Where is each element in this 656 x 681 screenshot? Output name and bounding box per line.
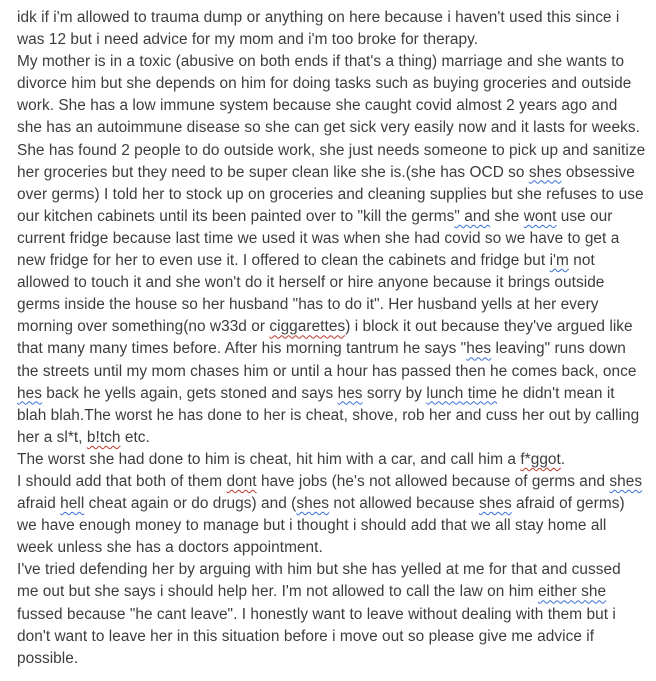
post-text: he didn't mean it blah blah.The worst he has done to her is cheat, shove, rob her and cuss her out by calling her a sl*t,: [17, 384, 640, 446]
post-text: idk if i'm allowed to trauma dump or anything on here because i haven't used this since i was 12 but i need advice for my mom and i'm too broke for therapy.: [17, 9, 620, 49]
post-text: afraid: [17, 495, 61, 513]
grammar-suggestion-word[interactable]: hes: [337, 384, 363, 402]
grammar-suggestion-word[interactable]: shes: [296, 495, 330, 513]
post-text: sorry by: [362, 384, 427, 402]
post-text: back he yells again, gets stoned and says: [41, 384, 338, 402]
grammar-suggestion-word[interactable]: lunch time: [426, 384, 497, 402]
post-text: cheat again or do drugs) and (: [84, 495, 297, 513]
post-paragraph: [17, 471, 646, 559]
post-text: have jobs (he's not allowed because of germs and: [256, 472, 610, 490]
grammar-suggestion-word[interactable]: hes: [466, 340, 492, 358]
post-text: etc.: [120, 428, 150, 446]
spelling-error-word[interactable]: b!tch: [86, 428, 121, 446]
grammar-suggestion-word[interactable]: shes: [479, 495, 512, 513]
post-text: not allowed because: [329, 495, 479, 513]
grammar-suggestion-word[interactable]: hes: [17, 384, 42, 402]
spelling-error-word[interactable]: dont: [226, 472, 257, 490]
grammar-suggestion-word[interactable]: hell: [60, 495, 85, 513]
post-text: leaving" runs down the streets until my mom chases him or until a hour has passed then he comes back, once: [17, 340, 637, 380]
post-text: My mother is in a toxic (abusive on both ends if that's a thing) marriage and she wants to divorce him but she depends on him for doing tasks such as buying groceries and outside work. She has a low immune system because she caught covid almost 2 years ago and she has an autoimmune disease so she can get sick very easily now and it lasts for weeks. She has found 2 people to do outside work, she just needs someone to pick up and sanitize her groceries but they need to be super clean like she is.(she has OCD so: [17, 53, 646, 181]
spelling-error-word[interactable]: f*ggot: [520, 450, 561, 468]
post-text: .: [560, 450, 566, 468]
spelling-error-word[interactable]: ciggarettes: [269, 318, 346, 336]
post-text: obsessive over germs) I told her to stock up on groceries and cleaning supplies but she refuses to use our kitchen cabinets until its been painted over to "kill the germs: [17, 163, 644, 225]
post-paragraph: [17, 559, 646, 669]
post-paragraph: [17, 449, 646, 471]
grammar-suggestion-word[interactable]: " and: [454, 207, 491, 225]
post-text: The worst she had done to him is cheat, hit him with a car, and call him a: [17, 450, 521, 468]
post-text: I should add that both of them: [17, 472, 227, 490]
post-text: not allowed to touch it and she won't do it herself or hire anyone because it brings outside germs inside the house so her husband "has to do it". Her husband yells at her every morning over something(no w33d or: [17, 252, 605, 336]
post-paragraph: [17, 7, 646, 51]
grammar-suggestion-word[interactable]: shes: [609, 472, 643, 490]
grammar-suggestion-word[interactable]: wont: [523, 207, 557, 225]
post-text: ) i block it out because they've argued like that many many times before. After his morning tantrum he says ": [17, 318, 633, 358]
grammar-suggestion-word[interactable]: shes: [528, 163, 562, 181]
grammar-suggestion-word[interactable]: either she: [538, 583, 607, 601]
grammar-suggestion-word[interactable]: i'm: [549, 252, 569, 270]
post-text: use our current fridge because last time we used it was when she had covid so we have to get a new fridge for her to even use it. I offered to clean the cabinets and fridge but: [17, 207, 620, 270]
post-text: I've tried defending her by arguing with him but she has yelled at me for that and cussed me out but she says i should help her. I'm not allowed to call the law on him: [17, 561, 621, 601]
post-paragraph: [17, 51, 646, 449]
post-text: afraid of germs) we have enough money to manage but i thought i should add that we all stay home all week unless she has a doctors appointment.: [17, 495, 625, 557]
post-text: fussed because "he cant leave". I honestly want to leave without dealing with them but i don't want to leave her in this situation before i move out so please give me advice if possible.: [17, 605, 616, 667]
post-text: she: [490, 207, 524, 225]
